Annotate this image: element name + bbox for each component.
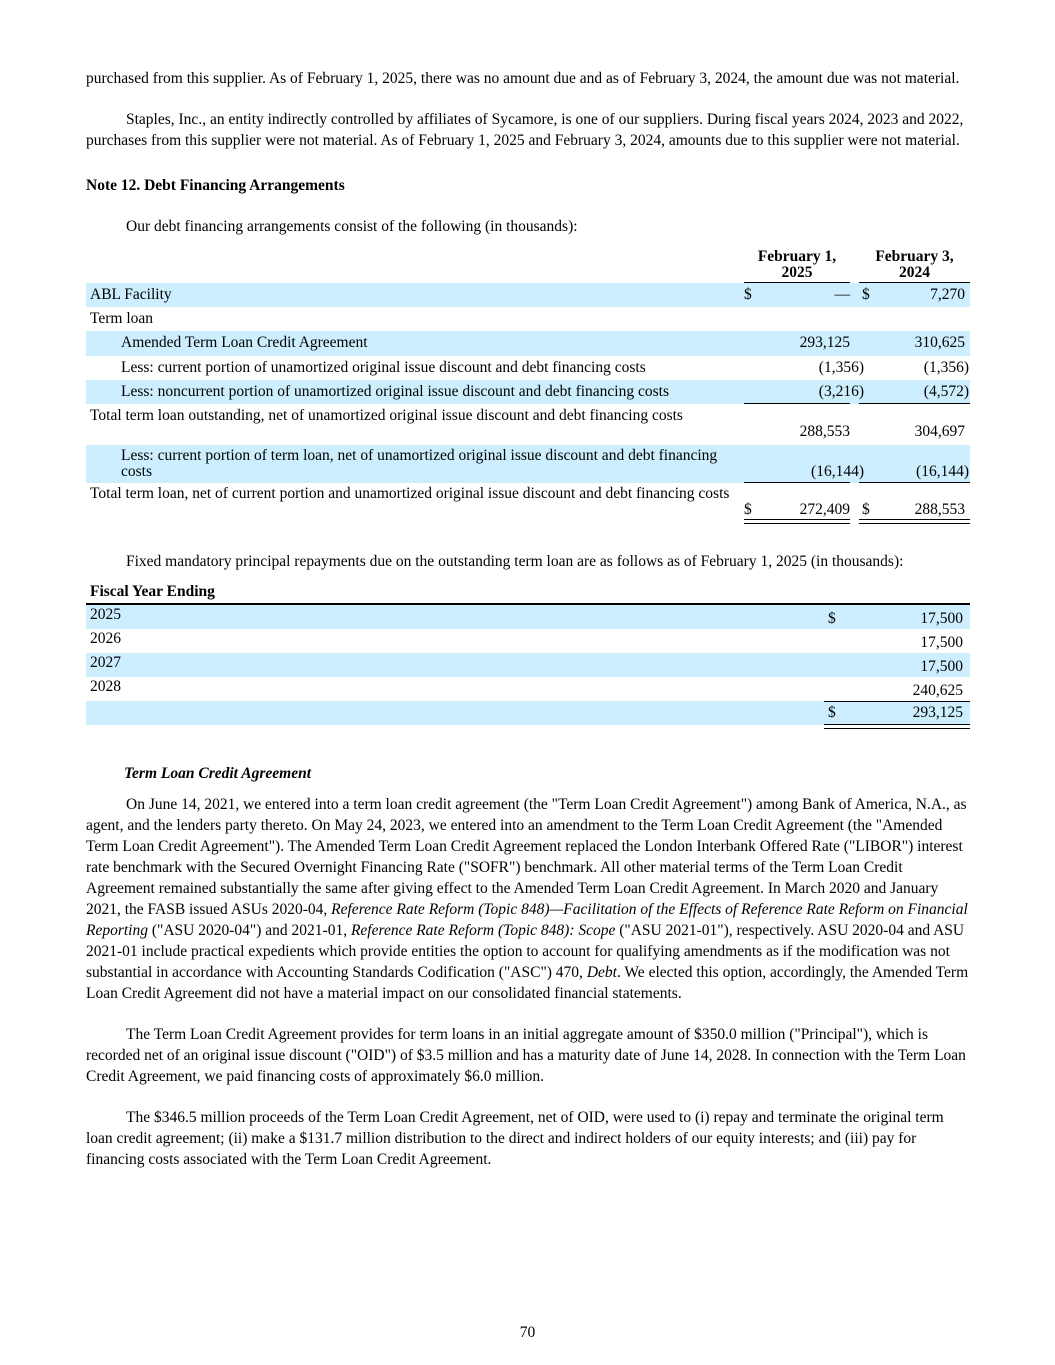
table-row [86, 629, 970, 653]
text-run: . We elected this option, accordingly, the Amended Term Loan Credit Agreement did not have a material impact on our consolidated financial statements. [86, 964, 969, 1002]
intro-paragraph-1: purchased from this supplier. As of February 1, 2025, there was no amount due and as of February 3, 2024, the amount due was not material. [86, 70, 960, 87]
text-run: ("ASU 2020-04") and 2021-01, [148, 922, 351, 939]
note-heading: Note 12. Debt Financing Arrangements [86, 177, 345, 194]
total-double-rule [824, 724, 970, 729]
table-row [86, 283, 970, 307]
repayment-amount: 17,500 [920, 658, 963, 675]
value-2025: — [834, 286, 850, 303]
value-2025: (1,356) [818, 359, 864, 376]
document-page [86, 68, 970, 1170]
fiscal-year-header: Fiscal Year Ending [86, 581, 970, 605]
term-loan-paragraph-1 [86, 794, 970, 1004]
table-row [86, 307, 970, 331]
table-row [86, 331, 970, 356]
currency-symbol: $ [744, 501, 752, 518]
repayment-amount: 17,500 [920, 610, 963, 627]
row-label: Amended Term Loan Credit Agreement [121, 334, 368, 351]
term-loan-heading: Term Loan Credit Agreement [124, 765, 312, 782]
value-2024: (4,572) [923, 383, 969, 400]
italic-reference: Debt [586, 964, 617, 981]
row-label: Less: current portion of term loan, net of unamortized original issue discount and debt financing costs [121, 447, 718, 480]
repayments-intro: Fixed mandatory principal repayments due on the outstanding term loan are as follows as of February 1, 2025 (in thousands): [126, 553, 904, 570]
table-row [86, 445, 970, 483]
row-label: ABL Facility [90, 286, 172, 303]
value-2024: 304,697 [914, 423, 965, 440]
repayment-total: 293,125 [912, 704, 963, 721]
value-2024: (1,356) [923, 359, 969, 376]
repayment-amount: 17,500 [920, 634, 963, 651]
value-2025: 293,125 [799, 334, 850, 351]
value-2024: 310,625 [914, 334, 965, 351]
value-2025: 272,409 [799, 501, 850, 518]
row-label: Term loan [90, 310, 154, 327]
value-2025: 288,553 [799, 423, 850, 440]
intro-paragraph-2: Staples, Inc., an entity indirectly controlled by affiliates of Sycamore, is one of our suppliers. During fiscal years 2024, 2023 and 2022, purchases from this supplier were not material. As of February 1, 2025 and February 3, 2024, amounts due to this supplier were not material. [86, 111, 964, 149]
value-2024: 7,270 [930, 286, 965, 303]
italic-reference: Reference Rate Reform (Topic 848)—Facilitation of the Effects of Reference Rate Reform on Financial Reporting [86, 901, 968, 939]
fiscal-year: 2028 [90, 678, 121, 695]
column-header-feb-2025: February 1, 2025 [744, 249, 850, 283]
note-intro: Our debt financing arrangements consist of the following (in thousands): [126, 218, 578, 235]
table-row [86, 356, 970, 380]
italic-reference: Reference Rate Reform (Topic 848): Scope [350, 922, 616, 939]
subtotal-rule [824, 701, 970, 702]
table-row [86, 380, 970, 404]
repayment-table [86, 581, 970, 725]
table-row [86, 677, 970, 701]
total-row [86, 701, 970, 725]
fiscal-year: 2025 [90, 606, 121, 623]
fiscal-year: 2027 [90, 654, 121, 671]
term-loan-paragraph-3: The $346.5 million proceeds of the Term Loan Credit Agreement, net of OID, were used to (i) repay and terminate the original term loan credit agreement; (ii) make a $131.7 million distribution to the direct and indirect holders of our equity interests; and (iii) pay for financing costs associated with the Term Loan Credit Agreement. [86, 1109, 944, 1168]
row-label: Less: noncurrent portion of unamortized original issue discount and debt financing costs [121, 383, 669, 400]
table-row [86, 653, 970, 677]
value-2024: (16,144) [916, 463, 969, 480]
table-row [86, 483, 970, 523]
row-label: Total term loan outstanding, net of unamortized original issue discount and debt financing costs [90, 407, 683, 424]
column-header-feb-2024: February 3, 2024 [859, 249, 970, 283]
currency-symbol: $ [744, 286, 752, 303]
value-2024: 288,553 [914, 501, 965, 518]
table-row [86, 404, 970, 445]
currency-symbol: $ [828, 610, 836, 627]
currency-symbol: $ [862, 286, 870, 303]
total-double-rule [744, 519, 850, 524]
debt-financing-table [86, 247, 970, 523]
table-header [86, 247, 970, 283]
currency-symbol: $ [828, 704, 836, 721]
row-label: Less: current portion of unamortized original issue discount and debt financing costs [121, 359, 646, 376]
text-run: On June 14, 2021, we entered into a term loan credit agreement (the "Term Loan Credit Agreement") among Bank of America, N.A., as agent, and the lenders party thereto. On May 24, 2023, we entered into an amendment to the Term Loan Credit Agreement (the "Amended Term Loan Credit Agreement"). The Amended Term Loan Credit Agreement replaced the London Interbank Offered Rate ("LIBOR") interest rate benchmark with the Secured Overnight Financing Rate ("SOFR") benchmark. All other material terms of the Term Loan Credit Agreement remained substantially the same after giving effect to the Amended Term Loan Credit Agreement. In March 2020 and January 2021, the FASB issued ASUs 2020-04, [86, 796, 967, 918]
term-loan-paragraph-2: The Term Loan Credit Agreement provides for term loans in an initial aggregate amount of $350.0 million ("Principal"), which is recorded net of an original issue discount ("OID") of $3.5 million and has a maturity date of June 14, 2028. In connection with the Term Loan Credit Agreement, we paid financing costs of approximately $6.0 million. [86, 1026, 966, 1085]
value-2025: (3,216) [818, 383, 864, 400]
page-number: 70 [519, 1324, 536, 1341]
table-row [86, 605, 970, 629]
repayment-amount: 240,625 [912, 682, 963, 699]
value-2025: (16,144) [811, 463, 864, 480]
text-run: ("ASU 2021-01"), respectively. ASU 2020-04 and ASU 2021-01 include practical expedients which provide entities the option to account for qualifying amendments as if the modification was not substantial in accordance with Accounting Standards Codification ("ASC") 470, [86, 922, 965, 981]
fiscal-year: 2026 [90, 630, 121, 647]
total-double-rule [859, 519, 970, 524]
row-label: Total term loan, net of current portion and unamortized original issue discount and debt financing costs [90, 485, 730, 502]
currency-symbol: $ [862, 501, 870, 518]
